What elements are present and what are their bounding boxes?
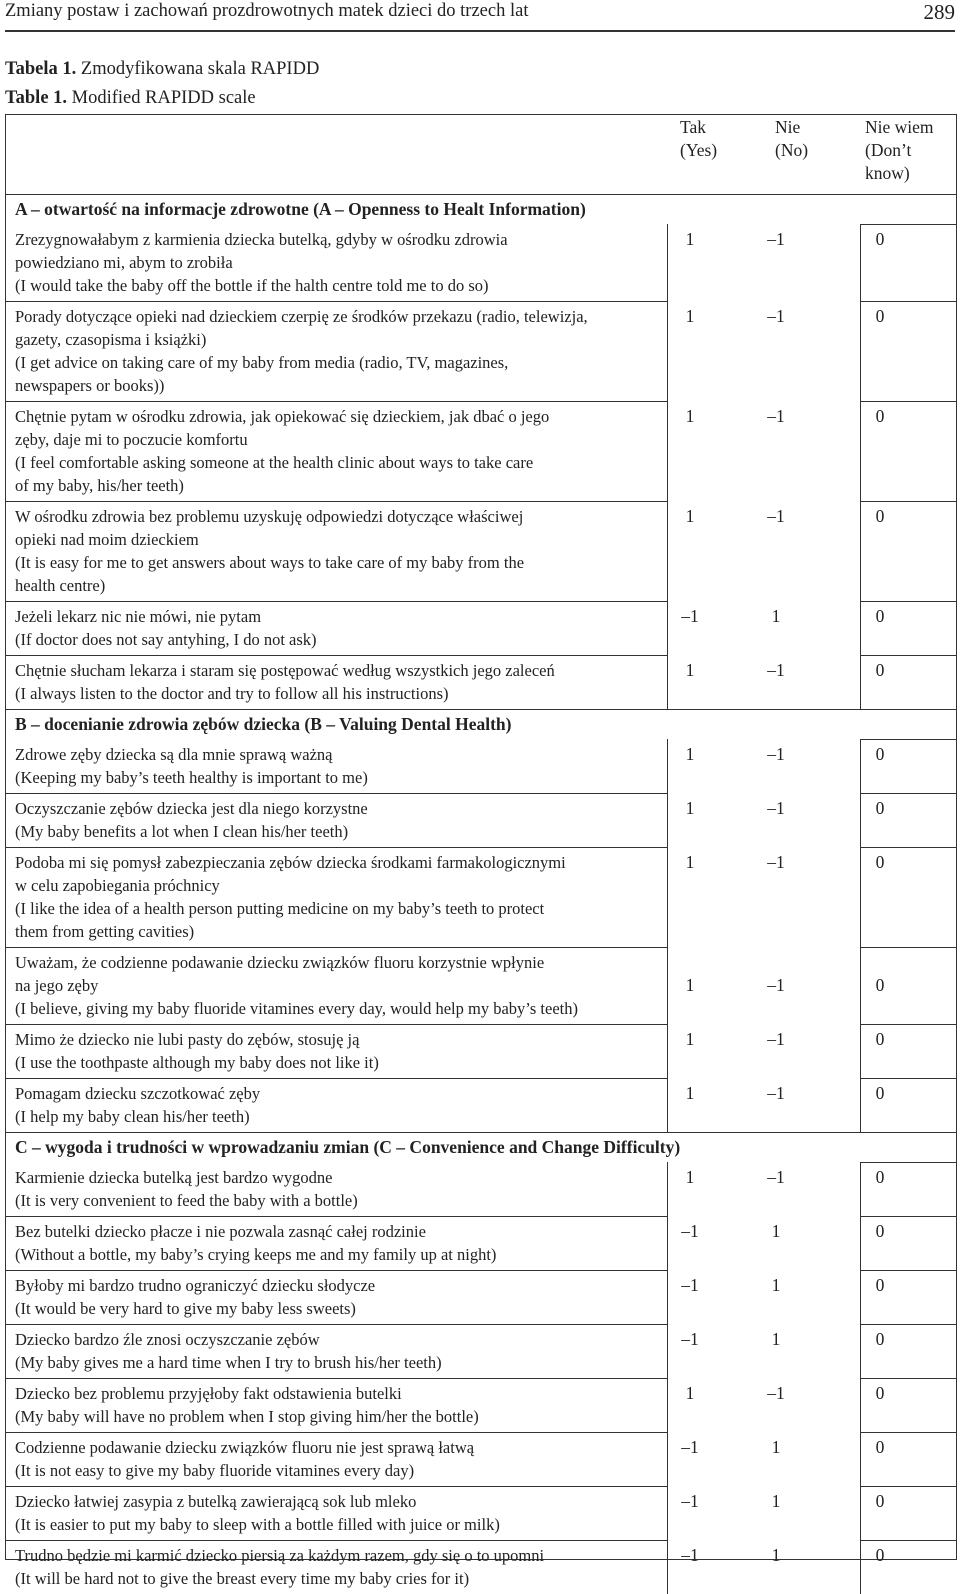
- value-no: –1: [767, 306, 785, 326]
- page-number: 289: [923, 0, 955, 24]
- value-no: –1: [767, 852, 785, 872]
- caption-label-en: Table 1.: [5, 88, 68, 108]
- table-row: [5, 301, 957, 401]
- item-text-line: Trudno będzie mi karmić dziecko piersią za każdym razem, gdy się o to upomni: [15, 1546, 545, 1565]
- value-no: –1: [767, 229, 785, 249]
- value-yes: 1: [685, 406, 695, 426]
- item-text-line: Oczyszczanie zębów dziecka jest dla niego korzystne: [15, 799, 368, 818]
- item-text-line: Karmienie dziecka butelką jest bardzo wygodne: [15, 1168, 333, 1187]
- item-text: [15, 405, 665, 497]
- value-yes: –1: [681, 1329, 699, 1349]
- item-text: [15, 1490, 665, 1536]
- table-row: [5, 793, 957, 847]
- section-heading: B – docenianie zdrowia zębów dziecka (B – Valuing Dental Health): [15, 714, 512, 734]
- column-separator-value: [860, 1216, 861, 1270]
- column-separator-text: [667, 301, 668, 401]
- column-separator-value: [860, 739, 861, 793]
- item-text-line: Chętnie pytam w ośrodku zdrowia, jak opiekować się dzieckiem, jak dbać o jego: [15, 407, 550, 426]
- value-yes: 1: [685, 798, 695, 818]
- table-caption-pl: [5, 59, 319, 80]
- table-row: [5, 1432, 957, 1486]
- item-text-line: Dziecko bez problemu przyjęłoby fakt odstawienia butelki: [15, 1384, 402, 1403]
- value-dont-know: 0: [875, 1545, 885, 1565]
- value-yes: 1: [685, 306, 695, 326]
- value-yes: 1: [685, 975, 695, 995]
- table-row: [5, 501, 957, 601]
- item-text-line: gazety, czasopisma i książki): [15, 330, 207, 349]
- table-row: [5, 1216, 957, 1270]
- column-separator-value: [860, 947, 861, 1024]
- table-caption-en: [5, 88, 256, 109]
- item-text-line: Dziecko łatwiej zasypia z butelką zawierającą sok lub mleko: [15, 1492, 417, 1511]
- item-text-line: Dziecko bardzo źle znosi oczyszczanie zębów: [15, 1330, 320, 1349]
- value-no: 1: [771, 1329, 781, 1349]
- value-no: –1: [767, 1083, 785, 1103]
- value-dont-know: 0: [875, 660, 885, 680]
- item-text-line: (I help my baby clean his/her teeth): [15, 1107, 250, 1126]
- value-no: 1: [771, 1275, 781, 1295]
- item-text: [15, 1166, 665, 1212]
- rapidd-table: [5, 114, 957, 1588]
- table-row: [5, 1324, 957, 1378]
- column-separator-value: [860, 1378, 861, 1432]
- column-header-line: Nie: [775, 117, 801, 137]
- value-no: –1: [767, 506, 785, 526]
- table-row: [5, 655, 957, 709]
- column-separator-text: [667, 1324, 668, 1378]
- item-text-line: (It is very convenient to feed the baby with a bottle): [15, 1191, 358, 1210]
- item-text-line: (I feel comfortable asking someone at the health clinic about ways to take care: [15, 453, 534, 472]
- section-heading: C – wygoda i trudności w wprowadzaniu zmian (C – Convenience and Change Difficulty): [15, 1137, 681, 1157]
- column-separator-text: [667, 1378, 668, 1432]
- item-text-line: (It would be very hard to give my baby less sweets): [15, 1299, 356, 1318]
- section-heading-row: [5, 1132, 957, 1162]
- item-text-line: Bez butelki dziecko płacze i nie pozwala zasnąć całej rodzinie: [15, 1222, 426, 1241]
- value-dont-know: 0: [875, 506, 885, 526]
- page-header: [5, 0, 955, 32]
- value-yes: 1: [685, 1383, 695, 1403]
- caption-label-pl: Tabela 1.: [5, 59, 77, 79]
- value-yes: 1: [685, 660, 695, 680]
- value-no: –1: [767, 975, 785, 995]
- value-no: –1: [767, 744, 785, 764]
- value-dont-know: 0: [875, 1275, 885, 1295]
- item-text: [15, 228, 665, 297]
- column-separator-value: [860, 301, 861, 401]
- item-text-line: (I believe, giving my baby fluoride vitamines every day, would help my baby’s teeth): [15, 999, 578, 1018]
- column-separator-value: [860, 501, 861, 601]
- item-text-line: them from getting cavities): [15, 922, 195, 941]
- item-text: [15, 1028, 665, 1074]
- item-text: [15, 1328, 665, 1374]
- value-yes: –1: [681, 1437, 699, 1457]
- value-no: 1: [771, 606, 781, 626]
- item-text-line: (I always listen to the doctor and try to follow all his instructions): [15, 684, 449, 703]
- item-text: [15, 505, 665, 597]
- item-text: [15, 743, 665, 789]
- column-separator-value: [860, 1486, 861, 1540]
- table-row: [5, 224, 957, 301]
- item-text-line: of my baby, his/her teeth): [15, 476, 184, 495]
- item-text-line: w celu zapobiegania próchnicy: [15, 876, 220, 895]
- item-text: [15, 605, 665, 651]
- value-dont-know: 0: [875, 1083, 885, 1103]
- column-header-dont-know: [865, 116, 934, 185]
- value-yes: 1: [685, 744, 695, 764]
- item-text-line: (It is not easy to give my baby fluoride vitamines every day): [15, 1461, 415, 1480]
- value-no: –1: [767, 798, 785, 818]
- table-border-top: [5, 114, 957, 115]
- value-dont-know: 0: [875, 1437, 885, 1457]
- table-row: [5, 1540, 957, 1594]
- column-separator-text: [667, 739, 668, 793]
- value-dont-know: 0: [875, 1329, 885, 1349]
- item-text-line: zęby, daje mi to poczucie komfortu: [15, 430, 248, 449]
- value-dont-know: 0: [875, 229, 885, 249]
- item-text-line: Mimo że dziecko nie lubi pasty do zębów, stosuję ją: [15, 1030, 360, 1049]
- item-text-line: Jeżeli lekarz nic nie mówi, nie pytam: [15, 607, 262, 626]
- item-text: [15, 951, 665, 1020]
- value-yes: –1: [681, 1545, 699, 1565]
- value-dont-know: 0: [875, 1383, 885, 1403]
- column-separator-value: [860, 1162, 861, 1216]
- item-text-line: newspapers or books)): [15, 376, 165, 395]
- value-dont-know: 0: [875, 1491, 885, 1511]
- column-separator-text: [667, 947, 668, 1024]
- value-yes: 1: [685, 1029, 695, 1049]
- item-text-line: (My baby gives me a hard time when I try to brush his/her teeth): [15, 1353, 442, 1372]
- item-text: [15, 797, 665, 843]
- column-separator-value: [860, 1432, 861, 1486]
- item-text: [15, 1436, 665, 1482]
- value-no: –1: [767, 660, 785, 680]
- table-row: [5, 1162, 957, 1216]
- column-separator-value: [860, 793, 861, 847]
- caption-text-pl: Zmodyfikowana skala RAPIDD: [76, 59, 320, 79]
- column-separator-value: [860, 1270, 861, 1324]
- value-yes: –1: [681, 1221, 699, 1241]
- column-separator-text: [667, 847, 668, 947]
- section-heading: A – otwartość na informacje zdrowotne (A – Openness to Healt Information): [15, 199, 586, 219]
- column-separator-value: [860, 601, 861, 655]
- column-separator-text: [667, 793, 668, 847]
- item-text-line: (If doctor does not say antyhing, I do not ask): [15, 630, 317, 649]
- item-text-line: (My baby will have no problem when I stop giving him/her the bottle): [15, 1407, 479, 1426]
- value-dont-know: 0: [875, 798, 885, 818]
- column-separator-text: [667, 601, 668, 655]
- value-yes: 1: [685, 852, 695, 872]
- column-separator-value: [860, 1540, 861, 1594]
- value-dont-know: 0: [875, 1167, 885, 1187]
- column-separator-text: [667, 1216, 668, 1270]
- value-yes: 1: [685, 1167, 695, 1187]
- section-heading-row: [5, 709, 957, 739]
- item-text-line: (It is easy for me to get answers about ways to take care of my baby from the: [15, 553, 525, 572]
- item-text-line: (I would take the baby off the bottle if the halth centre told me to do so): [15, 276, 489, 295]
- column-separator-text: [667, 224, 668, 301]
- value-dont-know: 0: [875, 1029, 885, 1049]
- column-separator-text: [667, 1540, 668, 1594]
- item-text-line: Zdrowe zęby dziecka są dla mnie sprawą ważną: [15, 745, 333, 764]
- item-text-line: (I use the toothpaste although my baby does not like it): [15, 1053, 379, 1072]
- table-row: [5, 1486, 957, 1540]
- item-text-line: Codzienne podawanie dziecku związków fluoru nie jest sprawą łatwą: [15, 1438, 475, 1457]
- item-text: [15, 659, 665, 705]
- running-title: Zmiany postaw i zachowań prozdrowotnych matek dzieci do trzech lat: [5, 1, 529, 21]
- value-yes: 1: [685, 229, 695, 249]
- item-text-line: W ośrodku zdrowia bez problemu uzyskuję odpowiedzi dotyczące właściwej: [15, 507, 524, 526]
- item-text-line: Chętnie słucham lekarza i staram się postępować według wszystkich jego zaleceń: [15, 661, 555, 680]
- table-row: [5, 1378, 957, 1432]
- column-header-yes: [680, 116, 717, 162]
- value-yes: –1: [681, 1275, 699, 1295]
- table-row: [5, 401, 957, 501]
- item-text-line: Podoba mi się pomysł zabezpieczania zębów dziecka środkami farmakologicznymi: [15, 853, 566, 872]
- value-dont-know: 0: [875, 975, 885, 995]
- column-separator-value: [860, 847, 861, 947]
- value-dont-know: 0: [875, 852, 885, 872]
- column-header-line: (Yes): [680, 140, 718, 160]
- column-separator-text: [667, 501, 668, 601]
- table-row: [5, 1078, 957, 1132]
- value-dont-know: 0: [875, 744, 885, 764]
- item-text-line: (It is easier to put my baby to sleep with a bottle filled with juice or milk): [15, 1515, 500, 1534]
- item-text: [15, 305, 665, 397]
- item-text: [15, 1382, 665, 1428]
- item-text: [15, 1274, 665, 1320]
- item-text-line: Zrezygnowałabym z karmienia dziecka butelką, gdyby w ośrodku zdrowia: [15, 230, 508, 249]
- item-text-line: (I like the idea of a health person putting medicine on my baby’s teeth to protect: [15, 899, 545, 918]
- item-text-line: (My baby benefits a lot when I clean his/her teeth): [15, 822, 349, 841]
- item-text-line: (I get advice on taking care of my baby from media (radio, TV, magazines,: [15, 353, 509, 372]
- column-header-line: (No): [775, 140, 809, 160]
- item-text-line: Byłoby mi bardzo trudno ograniczyć dziecku słodycze: [15, 1276, 376, 1295]
- table-row: [5, 847, 957, 947]
- item-text-line: (Keeping my baby’s teeth healthy is important to me): [15, 768, 368, 787]
- item-text-line: (Without a bottle, my baby’s crying keeps me and my family up at night): [15, 1245, 497, 1264]
- column-separator-value: [860, 1078, 861, 1132]
- item-text-line: na jego zęby: [15, 976, 99, 995]
- column-separator-value: [860, 655, 861, 709]
- column-header-line: know): [865, 163, 910, 183]
- caption-text-en: Modified RAPIDD scale: [67, 88, 256, 108]
- table-row: [5, 739, 957, 793]
- column-header-no: [775, 116, 808, 162]
- column-header-line: (Don’t: [865, 140, 912, 160]
- table-row: [5, 1270, 957, 1324]
- column-separator-text: [667, 1078, 668, 1132]
- value-no: –1: [767, 1029, 785, 1049]
- item-text-line: Uważam, że codzienne podawanie dziecku związków fluoru korzystnie wpłynie: [15, 953, 545, 972]
- column-separator-text: [667, 1270, 668, 1324]
- item-text: [15, 1544, 665, 1590]
- table-row: [5, 601, 957, 655]
- column-separator-value: [860, 1324, 861, 1378]
- item-text: [15, 1220, 665, 1266]
- column-separator-value: [860, 401, 861, 501]
- column-separator-text: [667, 401, 668, 501]
- item-text-line: (It will be hard not to give the breast every time my baby cries for it): [15, 1569, 470, 1588]
- value-yes: –1: [681, 1491, 699, 1511]
- value-dont-know: 0: [875, 1221, 885, 1241]
- value-no: 1: [771, 1491, 781, 1511]
- value-no: –1: [767, 1383, 785, 1403]
- column-separator-text: [667, 1162, 668, 1216]
- value-no: 1: [771, 1437, 781, 1457]
- value-no: 1: [771, 1545, 781, 1565]
- item-text-line: opieki nad moim dzieckiem: [15, 530, 199, 549]
- item-text-line: Porady dotyczące opieki nad dzieckiem czerpię ze środków przekazu (radio, telewizja,: [15, 307, 588, 326]
- value-dont-know: 0: [875, 306, 885, 326]
- value-yes: –1: [681, 606, 699, 626]
- column-header-line: Tak: [680, 117, 706, 137]
- item-text: [15, 851, 665, 943]
- column-separator-value: [860, 224, 861, 301]
- value-dont-know: 0: [875, 606, 885, 626]
- column-separator-text: [667, 655, 668, 709]
- table-row: [5, 1024, 957, 1078]
- value-yes: 1: [685, 506, 695, 526]
- value-no: –1: [767, 1167, 785, 1187]
- table-row: [5, 947, 957, 1024]
- value-yes: 1: [685, 1083, 695, 1103]
- section-heading-row: [5, 194, 957, 224]
- value-dont-know: 0: [875, 406, 885, 426]
- item-text-line: powiedziano mi, abym to zrobiła: [15, 253, 233, 272]
- column-separator-value: [860, 1024, 861, 1078]
- item-text-line: Pomagam dziecku szczotkować zęby: [15, 1084, 261, 1103]
- item-text: [15, 1082, 665, 1128]
- value-no: 1: [771, 1221, 781, 1241]
- value-no: –1: [767, 406, 785, 426]
- column-header-line: Nie wiem: [865, 117, 934, 137]
- column-separator-text: [667, 1432, 668, 1486]
- column-separator-text: [667, 1486, 668, 1540]
- item-text-line: health centre): [15, 576, 106, 595]
- column-separator-text: [667, 1024, 668, 1078]
